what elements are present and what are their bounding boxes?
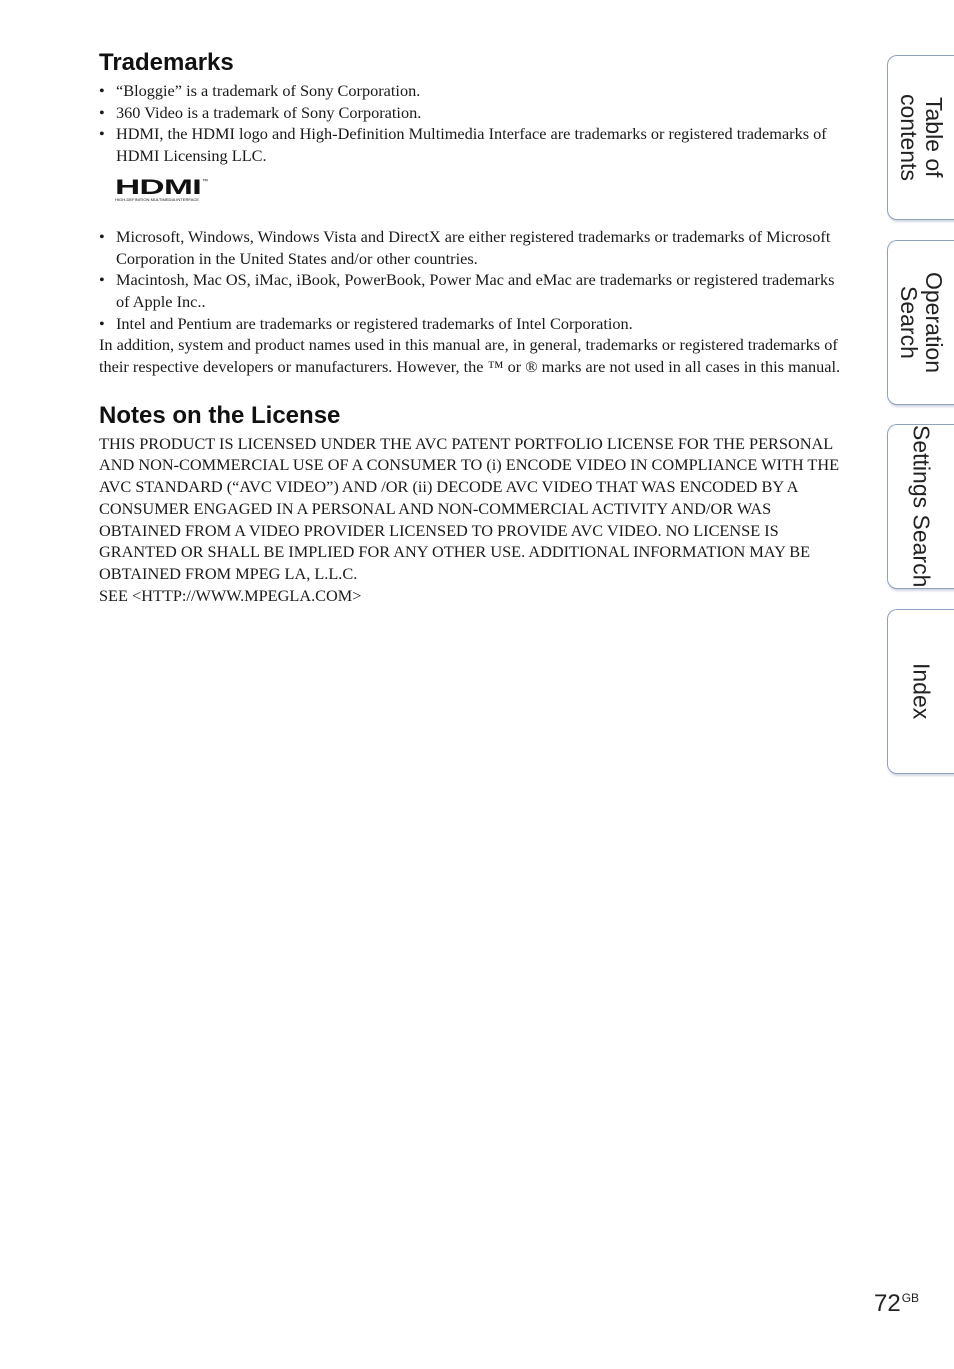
tab-operation-search[interactable] [887,240,954,405]
page-number [874,1290,919,1318]
hdmi-logo-tm: ™ [202,178,208,185]
list-item: • 360 Video is a trademark of Sony Corporation. [99,102,851,124]
trademarks-closing: In addition, system and product names used in this manual are, in general, trademarks or registered trademarks of their respective developers or manufacturers. However, the ™ or ® marks are not used in all cases in this manual. [99,335,841,377]
hdmi-logo-tagline: HIGH-DEFINITION MULTIMEDIA INTERFACE [115,197,199,202]
tab-settings-search[interactable] [887,424,954,589]
trademarks-list-a [99,80,851,167]
tab-label: Table of contents [896,94,947,181]
trademarks-list-b [99,226,851,335]
hdmi-logo-text: HDMI [115,176,201,199]
license-text: THIS PRODUCT IS LICENSED UNDER THE AVC PATENT PORTFOLIO LICENSE FOR THE PERSONAL AND NON-COMMERCIAL USE OF A CONSUMER TO (i) ENCODE VIDEO IN COMPLIANCE WITH THE AVC STANDARD (“AVC VIDEO”) AND /OR (ii) DECODE AVC VIDEO THAT WAS ENCODED BY A CONSUMER ENGAGED IN A PERSONAL AND NON-COMMERCIAL ACTIVITY AND/OR WAS OBTAINED FROM A VIDEO PROVIDER LICENSED TO PROVIDE AVC VIDEO. NO LICENSE IS GRANTED OR SHALL BE IMPLIED FOR ANY OTHER USE. ADDITIONAL INFORMATION MAY BE OBTAINED FROM MPEG LA, L.L.C. [99,433,840,583]
trademarks-heading: Trademarks [99,49,234,76]
page-number-value: 72 [874,1290,901,1317]
page-number-suffix: GB [901,1291,920,1305]
tab-label: Settings Search [908,425,935,588]
license-see: SEE <HTTP://WWW.MPEGLA.COM> [99,585,362,605]
page-content [99,46,851,606]
list-item: • Macintosh, Mac OS, iMac, iBook, PowerBook, Power Mac and eMac are trademarks or registered trademarks of Apple Inc.. [99,269,851,312]
license-heading: Notes on the License [99,401,341,429]
tab-table-of-contents[interactable] [887,55,954,220]
list-item: • Intel and Pentium are trademarks or registered trademarks of Intel Corporation. [99,313,851,335]
tab-label: Operation Search [896,271,947,373]
list-item: • Microsoft, Windows, Windows Vista and DirectX are either registered trademarks or trademarks of Microsoft Corporation in the United States and/or other countries. [99,226,851,269]
list-item: • HDMI, the HDMI logo and High-Definition Multimedia Interface are trademarks or registered trademarks of HDMI Licensing LLC. [99,123,851,166]
list-item: • “Bloggie” is a trademark of Sony Corporation. [99,80,851,102]
tab-label: Index [908,663,935,720]
hdmi-logo [115,177,851,213]
tab-index[interactable] [887,609,954,774]
